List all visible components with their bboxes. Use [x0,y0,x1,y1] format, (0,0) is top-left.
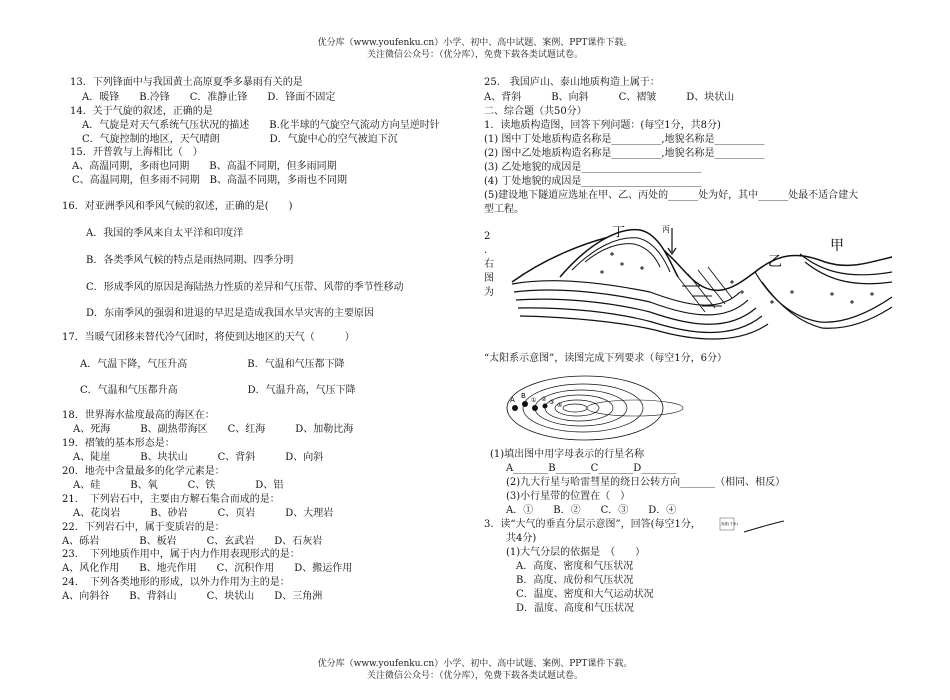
question-line: 型工程。 [484,204,524,215]
question-line: (3)小行星带的位置在（ ） [506,491,631,502]
question-line: A．气温下降，气压升高 B．气温和气压都下降 [80,359,345,370]
question-line: (1)大气分层的依据是 （ ） [506,547,646,558]
question-line: 17．当暖气团移来替代冷气团时，将使到达地区的天气（ ） [62,332,355,343]
atmosphere-layers-diagram [718,516,788,536]
question-line: 21． 下列岩石中，主要由方解石集合而成的是： [62,494,280,505]
question-line: C．气温和气压都升高 D．气温升高，气压下降 [80,385,356,396]
question-line: A．暖锋 B.冷锋 C．准静止锋 D．锋面不固定 [82,92,336,103]
question-line: “太阳系示意图”，读图完成下列要求（每空1分，6分） [484,353,727,364]
question-line: 15．开普敦与上海相比（ ） [70,147,203,158]
label-bing: 丙 [662,225,670,234]
question-line: 19．褶皱的基本形态是： [62,438,175,449]
question-line: A．高度、密度和气压状况 [516,561,634,572]
header-line-1: 优分库（www.youfenku.cn）小学、初中、高中试题、案例、PPT课件下载。 [317,38,633,48]
planet-label-4: ④ [557,402,563,409]
question-line: 2 [484,231,491,242]
question-line: A、陡崖 B、块状山 C、背斜 D、向斜 [73,452,324,463]
question-line: D．东南季风的强弱和进退的早迟是造成我国水旱灾害的主要原因 [86,308,375,319]
question-line: A．① B．② C．③ D．④ [506,505,677,516]
label-yi: 乙 [768,254,782,270]
question-line: 图 [484,273,494,284]
question-line: B．高度、成份和气压状况 [516,575,634,586]
question-line: (1)填出图中用字母表示的行星名称 [490,449,645,460]
planet-label-b: B [521,392,526,400]
question-line: 1．读地质构造图，回答下列问题：(每空1分，共8分) [484,120,721,131]
question-line: A、高温同期，多雨也同期 B、高温不同期，但多雨同期 [72,161,337,172]
question-line: . [484,245,488,256]
question-line: A、硅 B、氧 C、铁 D、铝 [73,480,284,491]
question-line: C．气旋控制的地区，天气晴朗 D．气旋中心的空气被迫下沉 [82,134,398,145]
question-line: (2) 图中乙处地质构造名称是__________,地貌名称是__________ [484,148,765,159]
planet-label-3: ③ [549,399,555,406]
label-jia: 甲 [830,238,844,254]
geological-structure-diagram [500,222,895,347]
question-line: A、背斜 B、向斜 C、褶皱 D、块状山 [484,92,735,103]
question-line: C．温度、密度和大气运动状况 [516,589,654,600]
planet-label-a: A [510,396,515,404]
question-line: D．温度、高度和气压状况 [516,603,635,614]
question-line: A．气旋是对天气系统气压状况的描述 B.化半球的气旋空气流动方向呈逆时针 [82,120,440,131]
question-line: A、砾岩 B、板岩 C、玄武岩 D、石灰岩 [62,536,323,547]
question-line: A．我国的季风来自太平洋和印度洋 [86,228,244,239]
page-footer [0,658,950,682]
question-line: A、死海 B、副热带海区 C、红海 D、加勒比海 [73,424,354,435]
question-line: 22．下列岩石中，属于变质岩的是： [62,522,225,533]
question-line: (3) 乙处地貌的成因是________________________ [484,162,702,173]
question-line: C．形成季风的原因是海陆热力性质的差异和气压带、风带的季节性移动 [86,282,404,293]
label-ding: 丁 [612,225,626,240]
question-line: 25. 我国庐山、泰山地质构造上属于： [484,77,660,88]
question-line: (4) 丁处地貌的成因是________________________ [484,176,702,187]
question-line: A_______B_______C_______D_______ [506,463,677,474]
question-line: 20．地壳中含量最多的化学元素是： [62,466,225,477]
question-line: 为 [484,287,494,298]
header-line-2: 关注微信公众号：（优分库），免费下载各类试题试卷。 [366,50,583,60]
atmo-label: 高度(千米) [721,522,738,526]
question-line: 右 [484,259,494,270]
question-line: A、向斜谷 B、背斜山 C、块状山 D、三角洲 [62,591,323,602]
question-line: 24． 下列各类地形的形成，以外力作用为主的是： [62,577,290,588]
planet-label-2: ② [541,396,547,403]
footer-line-1: 优分库（www.youfenku.cn）小学、初中、高中试题、案例、PPT课件下载。 [317,659,633,669]
question-line: C、高温同期，但多雨不同期 B、高温不同期，多雨也不同期 [72,175,347,186]
footer-line-2: 关注微信公众号：（优分库），免费下载各类试题试卷。 [366,671,583,681]
question-line: 3．读“大气的垂直分层示意图”，回答(每空1分， [484,519,701,530]
question-line: (2)九大行星与哈雷彗星的绕日公转方向_______（相同、相反） [506,477,786,488]
question-line: 18．世界海水盐度最高的海区在： [62,410,215,421]
question-line: 23． 下列地质作用中，属于内力作用表现形式的是： [62,549,300,560]
question-line: B．各类季风气候的特点是雨热同期、四季分明 [86,255,294,266]
question-line: (5)建设地下隧道应选址在甲、乙、丙处的______处为好，其中______处最不适合建大 [484,190,859,201]
page-header [0,37,950,61]
question-line: 14．关于气旋的叙述，正确的是 [70,106,213,117]
question-line: 二、综合题（共50分） [484,106,587,117]
question-line: 16．对亚洲季风和季风气候的叙述，正确的是( ) [62,201,293,212]
planet-label-1: ① [531,397,537,404]
question-line: (1) 图中丁处地质构造名称是__________,地貌名称是__________ [484,134,765,145]
question-line: A、风化作用 B、地壳作用 C、沉积作用 D、搬运作用 [62,563,353,574]
question-line: 共4分) [506,533,537,544]
question-line: 13．下列锋面中与我国黄土高原夏季多暴雨有关的是 [70,77,303,88]
question-line: A、花岗岩 B、砂岩 C、页岩 D、大理岩 [73,508,334,519]
solar-system-diagram [505,372,685,444]
